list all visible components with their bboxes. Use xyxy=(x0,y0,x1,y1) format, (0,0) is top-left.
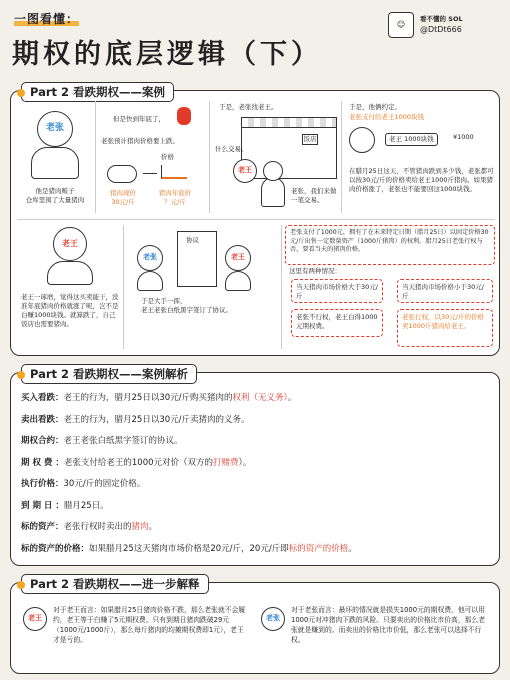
cell-price-forecast xyxy=(99,107,205,215)
definition-label: 标的资产： xyxy=(21,522,64,532)
cell-meeting xyxy=(211,101,339,217)
definition-text: 如果腊月25这天猪肉市场价格是20元/斤，20元/斤即 xyxy=(89,543,289,554)
definition-text: 老张支付给老王的1000元对价（双方的 xyxy=(63,457,214,468)
definition-label: 到 期 日 ： xyxy=(21,500,64,511)
case-price-down: 当天猪肉市场价格小于30元/斤 xyxy=(397,279,493,303)
wang-thinking-text: 老王一琢磨，觉得这买卖能干，没准年底猪肉价格就涨了呢，岂不是白赚1000块钱。就算跌了，自己饭店也需要猪肉。 xyxy=(21,293,119,328)
cases-note: 这里有两种情况： xyxy=(289,267,341,275)
avatar: 老王 xyxy=(225,245,251,271)
avatar: 老张 xyxy=(37,111,73,147)
case-panel xyxy=(10,85,500,356)
definition-text: 30元/斤的固定价格。 xyxy=(63,479,146,489)
future-price: 猪肉年底价 ？元/斤 xyxy=(158,189,192,206)
page-title: 期权的底层逻辑（下） xyxy=(12,39,322,70)
definition-label: 期 权 费 ： xyxy=(21,457,64,468)
cell-sign xyxy=(127,225,279,349)
dialogue-zhang: 什么交易。 xyxy=(215,145,248,153)
definition-label: 执行价格： xyxy=(21,479,64,489)
definition-tail: 。 xyxy=(287,393,297,403)
cell-outcomes xyxy=(285,225,497,351)
avatar: 老王 xyxy=(233,159,257,183)
definition-row xyxy=(21,499,109,511)
arrow-icon xyxy=(143,173,157,174)
definition-row xyxy=(21,434,183,446)
zhang-explanation: 对于老张而言：最坏的情况就是损失1000元的期权费，他可以用1000元对冲猪肉下跌的风险。只要卖出的价格比市价高，那么老张就是赚到的。而卖出的价格比市价低，那么老张可以选择不行权。 xyxy=(291,606,486,644)
definition-highlight: 权利（无义务） xyxy=(232,393,288,403)
definition-row xyxy=(21,520,157,532)
definition-highlight: 打赌费 xyxy=(213,457,239,468)
analysis-panel xyxy=(10,367,500,566)
downtrend-icon xyxy=(161,165,187,179)
definition-label: 卖出看跌： xyxy=(21,414,64,425)
agreement-line1: 于是，他俩约定。 xyxy=(349,103,401,111)
definition-tail: 。 xyxy=(348,543,357,554)
price-label: 价格 xyxy=(161,153,174,161)
lantern-icon xyxy=(177,107,191,125)
result-exercise: 老张行权，以30元/斤的价格卖1000斤猪肉给老王。 xyxy=(397,309,493,347)
definition-label: 标的资产的价格： xyxy=(21,543,90,554)
contract-doc: 协议 xyxy=(177,231,217,287)
avatar: 老王 xyxy=(53,227,87,261)
definition-text: 老王的行为，腊月25日以30元/斤购买猪肉的 xyxy=(63,393,233,403)
seller-caption: 他是猪肉贩子 仓库里囤了大量猪肉 xyxy=(25,187,85,204)
wang-explanation: 对于老王而言：如果腊月25日猪肉价格不跌，那么老张就不会履约，老王等于白赚了5元期权费。只有到期日猪肉跌破29元（1000元/1000斤），那么每斤猪肉的均摊期权费即1元），老王才是亏的。 xyxy=(53,606,246,644)
dialogue-wang: 老张，我们来做 一笔交易。 xyxy=(291,187,337,204)
definition-text: 老张行权时卖出的 xyxy=(63,522,132,532)
avatar xyxy=(349,127,375,153)
avatar: 老王 xyxy=(23,607,47,631)
avatar: 老张 xyxy=(261,607,285,631)
case-panel-tag: Part 2 看跌期权——案例 xyxy=(21,82,174,102)
definition-row xyxy=(21,477,145,489)
agreement-line2: 老张支付给老王1000块钱 xyxy=(349,113,425,121)
cell-agreement xyxy=(345,101,497,217)
forecast-line1: 但是快到年底了， xyxy=(113,115,165,123)
header xyxy=(0,0,510,78)
cell-seller xyxy=(17,107,93,215)
definition-row xyxy=(21,391,296,403)
case-price-up: 当天猪肉市场价格大于30元/斤 xyxy=(291,279,383,303)
page-subtitle: 一图看懂： xyxy=(14,12,80,26)
rights-box: 老张支付了1000元，拥有了在未来特定日期（腊月25日）以固定价格30元/斤出售一定数量资产（1000斤猪肉）的权利。腊月25日老张行权与否，要看当天的猪肉价格。 xyxy=(285,225,495,265)
definition-tail: 。 xyxy=(148,522,158,532)
brand-handle: @DtDt666 xyxy=(420,25,462,34)
definition-text: 老王老张白纸黑字签订的协议。 xyxy=(63,436,183,446)
meeting-line1: 于是，老张找老王。 xyxy=(219,103,278,111)
analysis-panel-tag: Part 2 看跌期权——案例解析 xyxy=(21,364,197,384)
definition-row xyxy=(21,456,251,468)
brand-name: 看不懂的 SOL xyxy=(420,15,463,23)
brand-logo-icon: ☺ xyxy=(388,12,414,38)
sign-text: 于是大手一挥， 老王老张白纸黑字签订了协议。 xyxy=(141,297,232,314)
pig-icon xyxy=(107,165,137,183)
brand xyxy=(388,12,498,42)
definition-highlight: 猪肉 xyxy=(131,522,149,532)
payment-amount: ¥1000 xyxy=(453,133,474,141)
result-no-exercise: 老张不行权，老王白得1000元期权费。 xyxy=(291,309,383,337)
cell-wang-thinking xyxy=(17,225,121,349)
avatar: 老张 xyxy=(137,245,163,271)
payment-badge: 老王 1000块钱 xyxy=(385,133,438,146)
lao-zhang-figure xyxy=(31,111,79,181)
definition-row xyxy=(21,413,250,425)
agreement-text: 在腊月25日这天，不管猪肉跌到多少钱，老张都可以按30元/斤的价格卖给老王1000斤猪肉。如果猪肉价格涨了，老张也不能要回这1000块钱。 xyxy=(349,167,494,193)
definition-tail: ）。 xyxy=(238,457,252,468)
definition-row xyxy=(21,542,357,554)
explain-panel xyxy=(10,577,500,674)
definition-text: 腊月25日。 xyxy=(63,500,109,511)
definition-highlight: 标的资产的价格 xyxy=(288,543,349,554)
shop-sign: 饭店 xyxy=(303,135,317,143)
definition-label: 买入看跌： xyxy=(21,393,64,403)
explain-panel-tag: Part 2 看跌期权——进一步解释 xyxy=(21,574,209,594)
definition-text: 老王的行为，腊月25日以30元/斤卖猪肉的义务。 xyxy=(63,414,250,425)
definition-label: 期权合约： xyxy=(21,436,64,446)
forecast-line2: 老张预计猪肉价格要上跌。 xyxy=(101,137,179,145)
current-price: 猪肉现价 30元/斤 xyxy=(110,189,136,206)
